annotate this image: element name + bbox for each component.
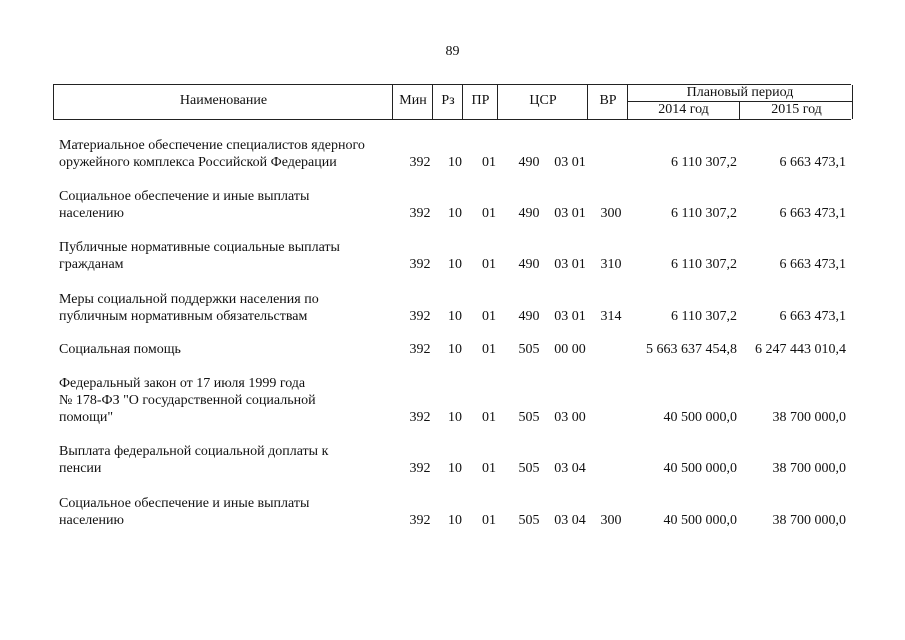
- row-name: [59, 341, 399, 358]
- row-min: 392: [409, 309, 431, 324]
- row-csr2: 00 00: [554, 342, 586, 357]
- row-y2015: 38 700 000,0: [772, 410, 846, 425]
- row-csr2: 03 04: [554, 461, 586, 476]
- row-pr: 01: [482, 257, 496, 272]
- row-vr: 300: [600, 513, 622, 528]
- row-name-line: Социальная помощь: [59, 342, 181, 357]
- row-name-line: Выплата федеральной социальной доплаты к: [59, 444, 329, 459]
- row-vr: 314: [600, 309, 622, 324]
- row-name-line: пенсии: [59, 461, 102, 476]
- row-pr: 01: [482, 513, 496, 528]
- row-name-line: помощи": [59, 410, 114, 425]
- row-rz: 10: [448, 342, 462, 357]
- row-name: [59, 375, 399, 426]
- row-csr2: 03 01: [554, 309, 586, 324]
- page-number: 89: [445, 44, 460, 59]
- row-rz: 10: [448, 206, 462, 221]
- row-csr1: 505: [518, 513, 540, 528]
- header-min-cell: [392, 85, 433, 119]
- row-name-line: населению: [59, 513, 124, 528]
- row-csr1: 490: [518, 309, 540, 324]
- row-y2014: 40 500 000,0: [663, 461, 737, 476]
- row-name: [59, 188, 399, 222]
- row-y2015: 6 663 473,1: [779, 309, 846, 324]
- row-pr: 01: [482, 155, 496, 170]
- header-year-2015: 2015 год: [739, 101, 853, 119]
- row-pr: 01: [482, 309, 496, 324]
- row-rz: 10: [448, 257, 462, 272]
- row-min: 392: [409, 155, 431, 170]
- header-csr-cell: [497, 85, 588, 119]
- row-name-line: Публичные нормативные социальные выплаты: [59, 240, 340, 255]
- row-csr1: 490: [518, 155, 540, 170]
- row-name: [59, 291, 399, 325]
- table-header: [53, 84, 851, 120]
- row-y2015: 6 663 473,1: [779, 206, 846, 221]
- row-min: 392: [409, 513, 431, 528]
- header-rz: Рз: [441, 93, 455, 108]
- row-rz: 10: [448, 309, 462, 324]
- header-pr: ПР: [471, 93, 490, 108]
- row-csr1: 490: [518, 206, 540, 221]
- row-y2015: 38 700 000,0: [772, 461, 846, 476]
- row-min: 392: [409, 461, 431, 476]
- header-name: Наименование: [179, 93, 268, 108]
- header-planned-period-cell: [627, 85, 853, 119]
- row-y2014: 6 110 307,2: [671, 206, 737, 221]
- row-vr: 300: [600, 206, 622, 221]
- row-y2014: 40 500 000,0: [663, 410, 737, 425]
- row-y2014: 6 110 307,2: [671, 155, 737, 170]
- row-csr2: 03 00: [554, 410, 586, 425]
- row-csr2: 03 01: [554, 206, 586, 221]
- row-name-line: гражданам: [59, 257, 124, 272]
- row-csr1: 490: [518, 257, 540, 272]
- row-name-line: оружейного комплекса Российской Федерации: [59, 155, 337, 170]
- row-rz: 10: [448, 155, 462, 170]
- row-name: [59, 443, 399, 477]
- row-min: 392: [409, 410, 431, 425]
- row-name: [59, 137, 399, 171]
- row-csr1: 505: [518, 410, 540, 425]
- header-year-2014: 2014 год: [658, 102, 709, 117]
- row-min: 392: [409, 206, 431, 221]
- header-planned-period: Плановый период: [628, 85, 852, 102]
- row-rz: 10: [448, 513, 462, 528]
- row-y2015: 38 700 000,0: [772, 513, 846, 528]
- row-name: [59, 495, 399, 529]
- header-vr-cell: [587, 85, 628, 119]
- row-y2015: 6 663 473,1: [779, 155, 846, 170]
- header-name-cell: [53, 85, 393, 119]
- header-rz-cell: [432, 85, 463, 119]
- row-name-line: Социальное обеспечение и иные выплаты: [59, 496, 310, 511]
- row-y2014: 5 663 637 454,8: [646, 342, 737, 357]
- row-y2015: 6 247 443 010,4: [755, 342, 846, 357]
- row-min: 392: [409, 257, 431, 272]
- row-pr: 01: [482, 206, 496, 221]
- row-y2015: 6 663 473,1: [779, 257, 846, 272]
- row-rz: 10: [448, 410, 462, 425]
- row-name-line: Меры социальной поддержки населения по: [59, 292, 319, 307]
- row-csr1: 505: [518, 461, 540, 476]
- row-pr: 01: [482, 342, 496, 357]
- row-csr2: 03 01: [554, 155, 586, 170]
- row-y2014: 40 500 000,0: [663, 513, 737, 528]
- header-pr-cell: [462, 85, 498, 119]
- row-min: 392: [409, 342, 431, 357]
- row-csr2: 03 01: [554, 257, 586, 272]
- header-csr: ЦСР: [529, 93, 557, 108]
- row-name-line: № 178-ФЗ "О государственной социальной: [59, 393, 316, 408]
- row-name-line: Федеральный закон от 17 июля 1999 года: [59, 376, 306, 391]
- row-pr: 01: [482, 410, 496, 425]
- header-min: Мин: [399, 93, 427, 108]
- row-name: [59, 239, 399, 273]
- row-y2014: 6 110 307,2: [671, 257, 737, 272]
- row-csr2: 03 04: [554, 513, 586, 528]
- row-name-line: Социальное обеспечение и иные выплаты: [59, 189, 310, 204]
- row-pr: 01: [482, 461, 496, 476]
- row-name-line: публичным нормативным обязательствам: [59, 309, 308, 324]
- row-name-line: населению: [59, 206, 124, 221]
- header-vr: ВР: [599, 93, 617, 108]
- row-rz: 10: [448, 461, 462, 476]
- row-vr: 310: [600, 257, 622, 272]
- row-name-line: Материальное обеспечение специалистов ядерного: [59, 138, 365, 153]
- row-y2014: 6 110 307,2: [671, 309, 737, 324]
- row-csr1: 505: [518, 342, 540, 357]
